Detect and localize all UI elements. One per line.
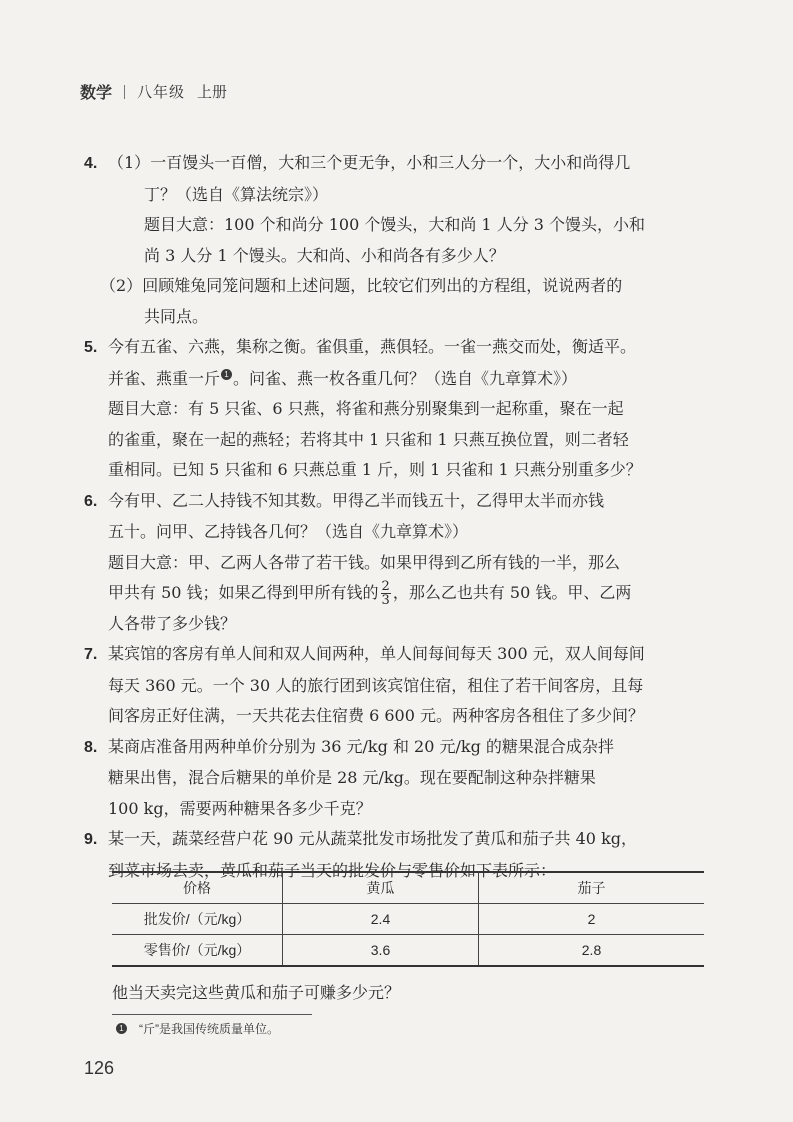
text-line: 每天 360 元。一个 30 人的旅行团到该宾馆住宿，租住了若干间客房，且每	[108, 675, 644, 695]
text-line: 并雀、燕重一斤	[108, 368, 221, 388]
text-line: 共同点。	[144, 306, 209, 326]
fraction-denominator: 3	[381, 593, 390, 608]
problem-number: 7.	[84, 646, 98, 663]
problem-number: 8.	[84, 738, 98, 756]
table-cell: 2.4	[283, 904, 479, 935]
problem-number: 9.	[84, 831, 98, 848]
problem-7	[84, 639, 704, 732]
text-line: 今有甲、乙二人持钱不知其数。甲得乙半而钱五十，乙得甲太半而亦钱	[108, 490, 605, 510]
text-line: 某一天，蔬菜经营户花 90 元从蔬菜批发市场批发了黄瓜和茄子共 40 kg，	[108, 829, 638, 848]
table-cell: 2.8	[479, 935, 705, 967]
text-line: 某商店准备用两种单价分别为 36 元/kg 和 20 元/kg 的糖果混合成杂拌	[108, 736, 614, 756]
text-line: 今有五雀、六燕，集称之衡。雀俱重，燕俱轻。一雀一燕交而处，衡适平。	[108, 337, 637, 356]
text-line: 100 kg，需要两种糖果各多少千克？	[108, 798, 372, 818]
text-line: ，那么乙也共有 50 钱。甲、乙两	[392, 583, 632, 602]
text-line: 糖果出售，混合后糖果的单价是 28 元/kg。现在要配制这种杂拌糖果	[108, 768, 596, 787]
problem-6	[84, 486, 704, 640]
subproblem-label: （2）	[100, 276, 143, 295]
text-line: 间客房正好住满，一天共花去住宿费 6 600 元。两种客房各租住了多少间？	[108, 706, 644, 725]
text-line: 五十。问甲、乙持钱各几何？（选自《九章算术》）	[108, 522, 469, 541]
header-subject: 数学	[80, 83, 113, 102]
problem-9-question: 他当天卖完这些黄瓜和茄子可赚多少元？	[112, 983, 401, 1002]
exercise-list	[84, 148, 704, 886]
table-row	[112, 935, 704, 967]
footnote-divider	[112, 1014, 312, 1015]
text-line: 的雀重，聚在一起的燕轻；若将其中 1 只雀和 1 只燕互换位置，则二者轻	[108, 429, 629, 449]
running-header	[80, 80, 227, 103]
fraction-numerator: 2	[381, 579, 390, 594]
problem-number: 4.	[84, 155, 98, 172]
fraction	[381, 580, 391, 607]
header-volume: 上册	[197, 83, 228, 101]
table-header-cell: 茄子	[479, 872, 705, 904]
footnote-text: “斤”是我国传统质量单位。	[139, 1022, 279, 1036]
table-header-cell: 黄瓜	[283, 872, 479, 904]
problem-number: 6.	[84, 492, 98, 510]
table-row	[112, 904, 704, 935]
text-line: 题目大意：100 个和尚分 100 个馒头，大和尚 1 人分 3 个馒头，小和	[144, 215, 646, 234]
text-line: 回顾雉兔同笼问题和上述问题，比较它们列出的方程组，说说两者的	[142, 276, 623, 295]
page-number: 126	[84, 1058, 115, 1078]
text-line: 题目大意：有 5 只雀、6 只燕，将雀和燕分别聚集到一起称重，聚在一起	[108, 399, 624, 418]
text-line: 甲共有 50 钱；如果乙得到甲所有钱的	[108, 583, 379, 602]
problem-number: 5.	[84, 339, 98, 356]
text-line: 丁？（选自《算法统宗》）	[144, 184, 329, 204]
text-line: 。问雀、燕一枚各重几何？（选自《九章算术》）	[233, 368, 578, 388]
table-cell: 零售价/（元/kg）	[112, 935, 283, 967]
footnote	[116, 1020, 279, 1037]
footnote-marker: 1	[116, 1023, 127, 1034]
text-line: 到菜市场去卖，黄瓜和茄子当天的批发价与零售价如下表所示：	[108, 860, 557, 880]
table-cell: 3.6	[283, 935, 479, 967]
problem-4	[84, 148, 704, 332]
problem-8	[84, 732, 704, 825]
text-line: 一百馒头一百僧，大和三个更无争，小和三人分一个，大小和尚得几	[150, 153, 631, 172]
problem-5	[84, 332, 704, 486]
text-line: 人各带了多少钱？	[108, 613, 237, 633]
text-line: 尚 3 人分 1 个馒头。大和尚、小和尚各有多少人？	[144, 245, 505, 265]
table-header-cell: 价格	[112, 872, 283, 904]
table-cell: 2	[479, 904, 705, 935]
footnote-marker: 1	[221, 369, 232, 380]
header-grade: 八年级	[137, 83, 186, 101]
text-line: 题目大意：甲、乙两人各带了若干钱。如果甲得到乙所有钱的一半，那么	[108, 552, 621, 572]
text-line: 某宾馆的客房有单人间和双人间两种，单人间每间每天 300 元，双人间每间	[108, 644, 645, 663]
table-header-row	[112, 872, 704, 904]
table-cell: 批发价/（元/kg）	[112, 904, 283, 935]
header-divider	[124, 85, 125, 99]
price-table	[112, 871, 704, 967]
text-line: 重相同。已知 5 只雀和 6 只燕总重 1 斤，则 1 只雀和 1 只燕分别重多少？	[108, 460, 642, 479]
subproblem-label: （1）	[108, 153, 151, 172]
